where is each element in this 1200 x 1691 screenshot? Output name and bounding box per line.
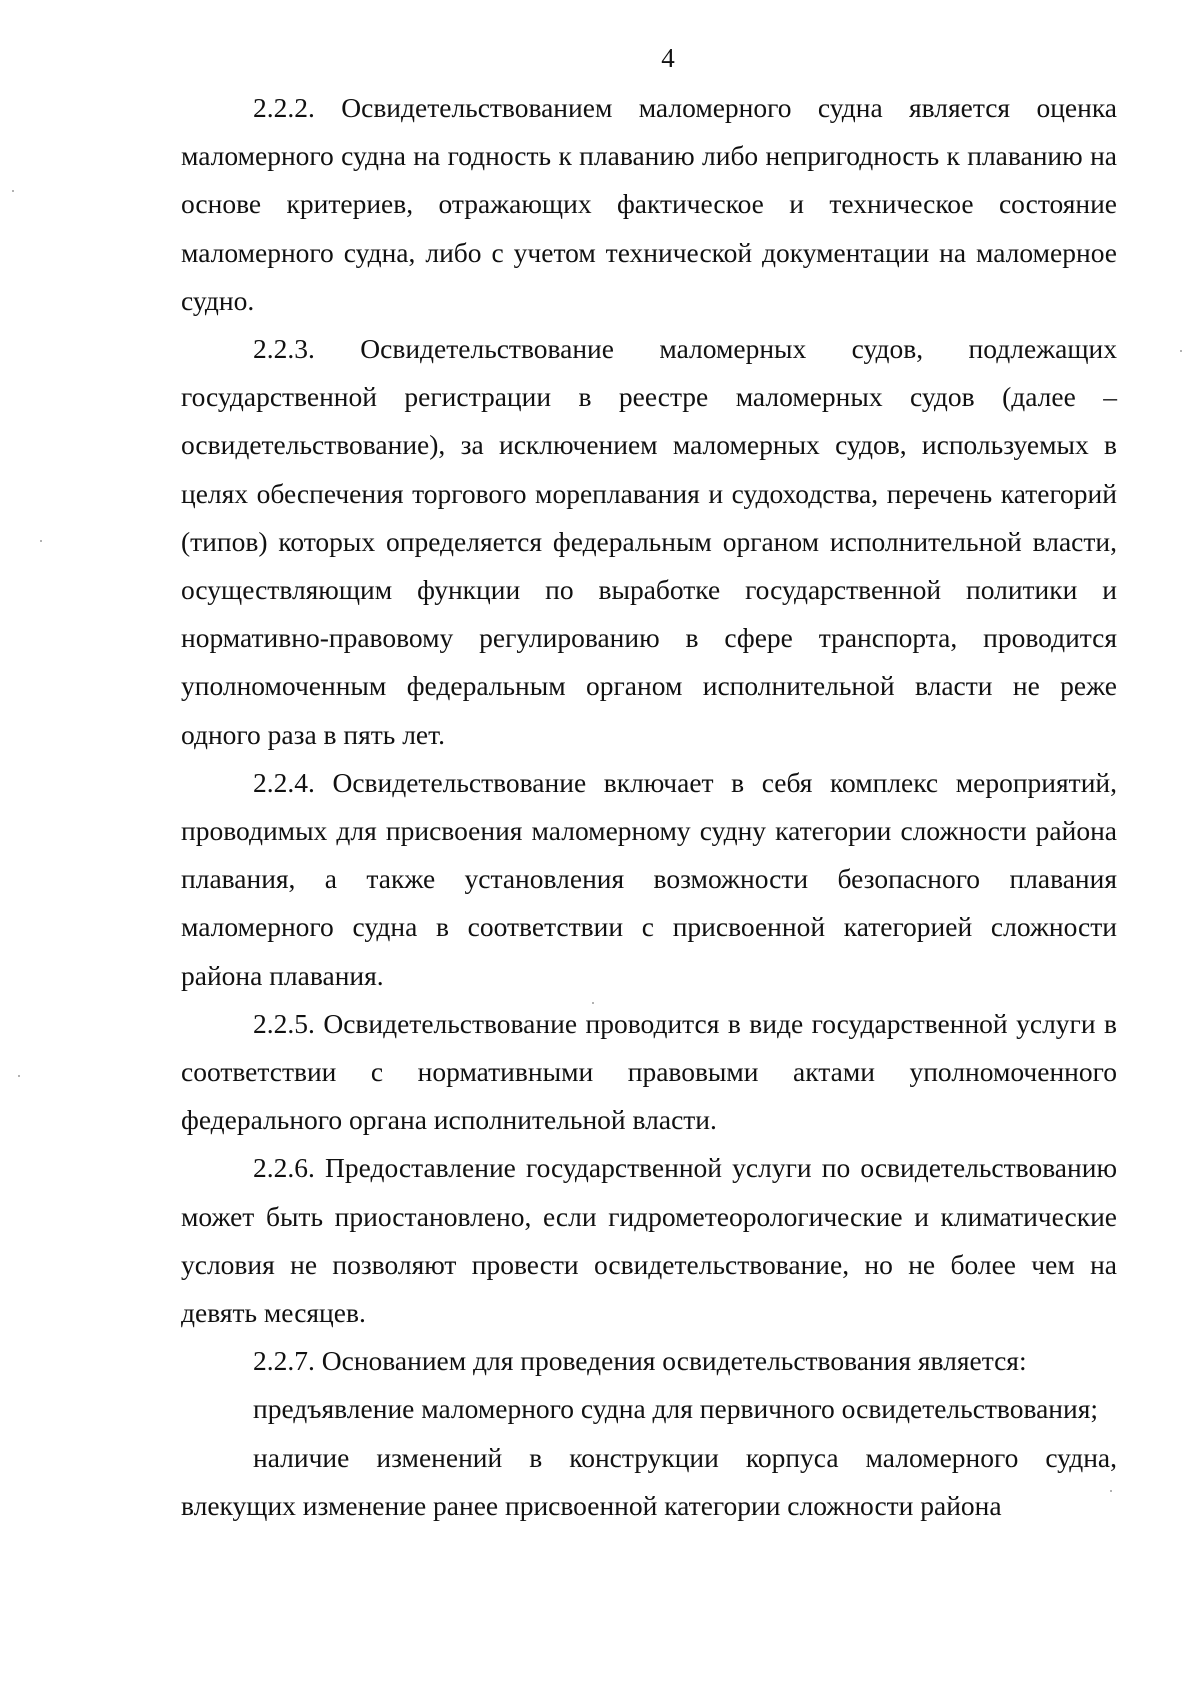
paragraph-2-2-2: 2.2.2. Освидетельствованием маломерного судна является оценка маломерного судна на годность к плаванию либо непригодность к плаванию на основе критериев, отражающих фактическое и техническое состояние маломерного судна, либо с учетом технической документации на маломерное судно. [181, 92, 1117, 316]
paragraph-2-2-4: 2.2.4. Освидетельствование включает в себя комплекс мероприятий, проводимых для присвоения маломерному судну категории сложности района плавания, а также установления возможности безопасного плавания маломерного судна в соответствии с присвоенной категорией сложности района плавания. [181, 766, 1117, 991]
paragraph-2-2-7: 2.2.7. Основанием для проведения освидетельствования является: [253, 1345, 1027, 1377]
scan-speck [18, 1075, 20, 1077]
scan-speck [12, 190, 14, 192]
list-item-first-inspection: предъявление маломерного судна для первичного освидетельствования; [253, 1393, 1099, 1425]
scan-speck [592, 1002, 594, 1004]
paragraph-2-2-5: 2.2.5. Освидетельствование проводится в виде государственной услуги в соответствии с нормативными правовыми актами уполномоченного федерального органа исполнительной власти. [181, 1007, 1117, 1136]
paragraph-2-2-6: 2.2.6. Предоставление государственной услуги по освидетельствованию может быть приостановлено, если гидрометеорологические и климатические условия не позволяют провести освидетельствование, но не более чем на девять месяцев. [181, 1152, 1117, 1329]
scan-speck [1180, 350, 1182, 352]
scan-speck [1110, 1490, 1112, 1492]
scan-speck [40, 540, 42, 542]
list-item-hull-changes: наличие изменений в конструкции корпуса маломерного судна, влекущих изменение ранее присвоенной категории сложности района [181, 1441, 1117, 1521]
page-number: 4 [661, 43, 675, 73]
document-body [181, 84, 1117, 1530]
paragraph-2-2-3: 2.2.3. Освидетельствование маломерных судов, подлежащих государственной регистрации в реестре маломерных судов (далее – освидетельствование), за исключением маломерных судов, используемых в целях обеспечения торгового мореплавания и судоходства, перечень категорий (типов) которых определяется федеральным органом исполнительной власти, осуществляющим функции по выработке государственной политики и нормативно-правовому регулированию в сфере транспорта, проводится уполномоченным федеральным органом исполнительной власти не реже одного раза в пять лет. [181, 333, 1117, 750]
